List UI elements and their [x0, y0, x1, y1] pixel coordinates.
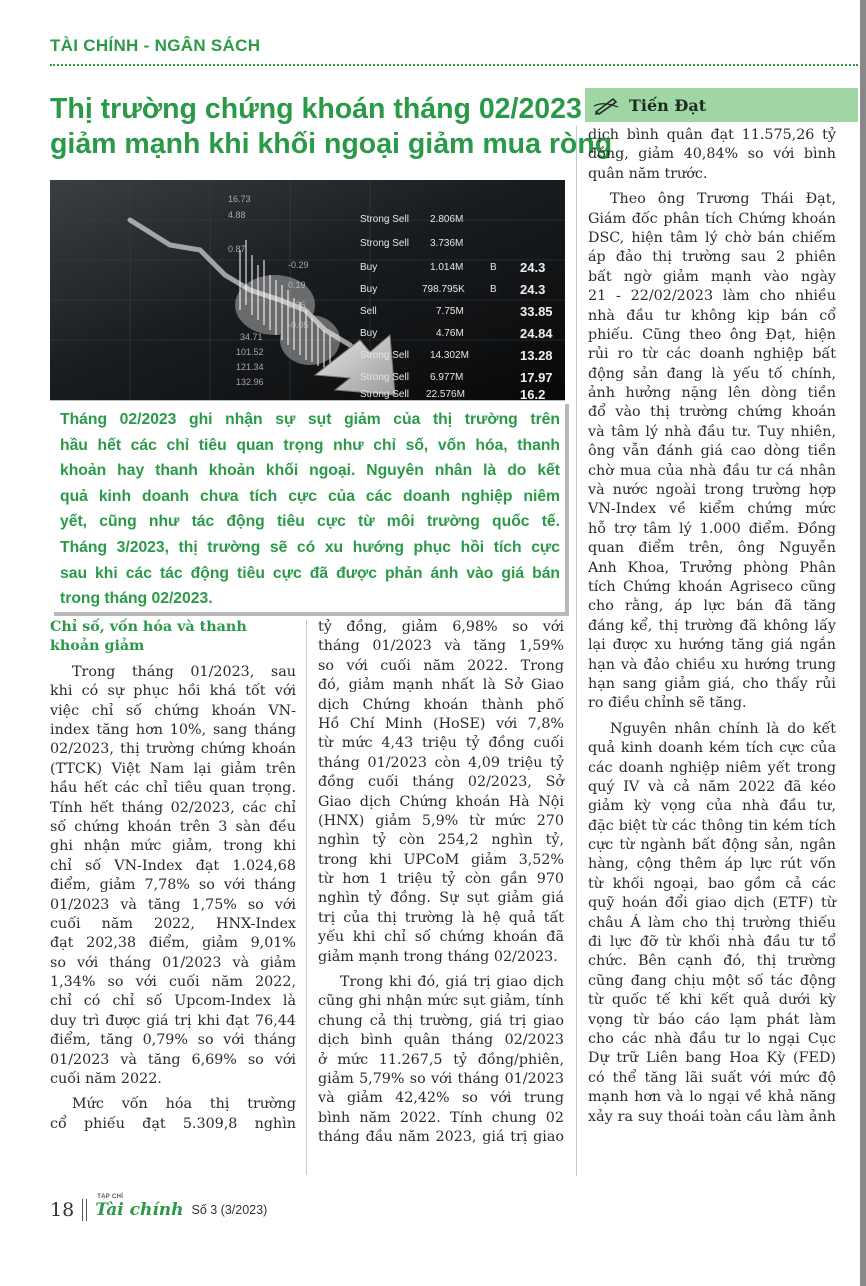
ticker-left: 0.36 [288, 300, 306, 310]
author-bar [585, 88, 858, 122]
summary-line: sau khi các tác động tiêu cực đã được phản ánh vào giá bán [60, 564, 560, 582]
text-line: 1,34% so với cuối năm 2022, [50, 974, 296, 991]
text-line: tỷ đồng, giảm 6,98% so với [318, 619, 564, 635]
text-line: và nước ngoài trong trường hợp [588, 482, 836, 499]
text-line: từ quốc tế khi kết quả dưới kỳ [588, 992, 836, 1009]
ticker-value: 6.977M [430, 372, 464, 383]
stock-chart-photo [50, 180, 565, 400]
text-line: 02/2023, thị trường chứng khoán [50, 741, 296, 758]
section-subheading [50, 618, 296, 657]
text-line: có thể tăng lãi suất với mức độ [588, 1069, 836, 1086]
text-line: yếu khi chỉ số chứng khoán đã [318, 929, 564, 946]
text-line: (HNX) giảm 5,9% từ mức 270 [318, 812, 564, 829]
text-line: quan điểm trên, ông Nguyễn [588, 540, 836, 557]
ticker-right: 24.3 [520, 260, 546, 275]
text-line: ghi nhận mức giảm, trong khi [50, 838, 296, 855]
ticker-label: Buy [360, 262, 378, 273]
text-line: áp đảo thị trường sau 2 phiên [588, 249, 836, 266]
text-line: đồng cuối tháng 02/2023, Sở [318, 774, 564, 791]
text-line: Trong khi đó, giá trị giao dịch [340, 974, 564, 991]
text-line: châu Á làm cho thị trường thiếu [588, 914, 836, 931]
subheading-line: Chỉ số, vốn hóa và thanh [50, 619, 247, 635]
paragraph [588, 720, 836, 1127]
text-line: Giao dịch Chứng khoán Hà Nội [318, 793, 564, 810]
text-line: đi lực đỡ từ khối nhà đầu tư tổ [588, 934, 836, 951]
ticker-right: 17.97 [520, 370, 553, 385]
paragraph [318, 973, 564, 1148]
magazine-logo [95, 1194, 184, 1220]
ticker-value: 3.736M [430, 238, 464, 249]
ticker-right: 16.2 [520, 387, 546, 400]
ticker-left: 0.87 [228, 244, 246, 254]
ticker-value: 2.806M [430, 214, 464, 225]
text-line: lại được xu hướng tăng giá ngắn [588, 637, 836, 654]
paragraph [50, 1095, 296, 1134]
text-line: tháng đầu năm 2023, giá trị giao [318, 1129, 564, 1146]
text-line: chỉ có chỉ số Upcom-Index là [50, 993, 296, 1010]
ticker-left: 132.96 [236, 377, 264, 387]
top-divider [50, 64, 858, 66]
text-line: cũng đang chịu một số tác động [588, 972, 836, 989]
text-line: đó, giảm mạnh nhất là Sở Giao [318, 677, 564, 694]
text-line: Mức vốn hóa thị trường [72, 1096, 296, 1113]
text-line: các doanh nghiệp niêm yết trong [588, 759, 836, 776]
ticker-left: -0.29 [288, 260, 309, 270]
text-line: điểm, tăng 0,79% so với tháng [50, 1032, 296, 1049]
text-line: trong khi UPCoM giảm 3,52% [318, 851, 564, 868]
text-line: dịch bình quân tháng 02/2023 [318, 1032, 564, 1049]
text-line: mạnh hơn và lo ngại về khả năng [588, 1089, 836, 1106]
text-line: khi có sự phục hồi khá tốt với [50, 683, 296, 700]
text-line: Giám đốc phân tích Chứng khoán [588, 210, 836, 227]
paragraph [50, 663, 296, 1090]
text-line: điểm, giảm 7,78% so với tháng [50, 877, 296, 894]
text-line: từ mức 4,43 triệu tỷ đồng cuối [318, 735, 564, 752]
text-line: tích Chứng khoán Agriseco cũng [588, 578, 836, 595]
summary-line: Tháng 3/2023, thị trường sẽ có xu hướng phục hồi tích cực [60, 538, 560, 556]
summary-line: yết, cũng như tác động tiêu cực từ môi trường quốc tế. [60, 513, 560, 531]
summary-box [50, 400, 565, 612]
text-line: cực từ ngành bất động sản, ngân [588, 837, 836, 854]
ticker-right: 13.28 [520, 348, 553, 363]
text-line: Theo ông Trương Thái Đạt, [610, 191, 836, 208]
summary-line: Tháng 02/2023 ghi nhận sự sụt giảm của thị trường trên [60, 411, 560, 428]
ticker-label: Strong Sell [360, 238, 409, 249]
text-line: dịch bình quân đạt 11.575,26 tỷ [588, 127, 836, 143]
section-label: TÀI CHÍNH - NGÂN SÁCH [50, 36, 261, 55]
text-line: Trong tháng 01/2023, sau [72, 663, 296, 680]
ticker-left: 34.71 [240, 332, 263, 342]
ticker-value: 4.76M [436, 328, 464, 339]
ticker-left: -0.05 [288, 320, 309, 330]
logo-small-text: TẠP CHÍ [97, 1194, 124, 1200]
text-line: đổ vào thị trường chứng khoán [588, 404, 836, 421]
text-line: từ khối ngoại, bao gồm cả các [588, 875, 836, 892]
ticker-value: 22.576M [426, 389, 465, 400]
text-line: giảm mạnh trong tháng 02/2023. [318, 948, 558, 965]
text-line: index tăng hơn 10%, sang tháng [50, 721, 296, 738]
text-line: Tính hết tháng 02/2023, các chỉ [50, 799, 296, 816]
text-line: so với cuối năm 2022. Trong [318, 657, 564, 674]
ticker-label: Buy [360, 328, 378, 339]
column-divider [306, 620, 307, 1175]
ticker-left: 0.19 [288, 280, 306, 290]
text-line: chỉ số VN-Index đạt 1.024,68 [50, 857, 296, 874]
text-line: cho các nhà đầu tư lo ngại Cục [588, 1030, 836, 1047]
text-line: dịch Chứng khoán thành phố [318, 696, 564, 713]
ticker-left: 121.34 [236, 362, 264, 372]
summary-line: quả kinh doanh chưa tích cực của các doanh nghiệp niêm [60, 487, 560, 505]
text-line: quả kinh doanh kém tích cực của [588, 740, 836, 757]
ticker-left: 101.52 [236, 347, 264, 357]
text-line: việc chỉ số chứng khoán VN- [50, 702, 296, 719]
text-line: giảm kỳ vọng của nhà đầu tư, [588, 798, 836, 815]
text-line: hàng, cộng thêm áp lực rút vốn [588, 856, 836, 873]
page-edge [860, 0, 866, 1286]
text-line: Anh Khoa, Trưởng phòng Phân [588, 559, 836, 576]
text-line: ảnh hưởng nặng lên dòng tiền [588, 385, 836, 402]
text-line: tháng 01/2023 còn 4,09 triệu tỷ [318, 754, 564, 771]
text-line: Hồ Chí Minh (HoSE) với 7,8% [318, 715, 564, 732]
page-footer [50, 1196, 267, 1224]
text-line: từ hơn 1 triệu tỷ còn gần 970 [318, 871, 564, 888]
text-line: nghìn tỷ đồng. Sự sụt giảm giá [318, 890, 564, 907]
text-line: so với tháng 01/2023 và giảm [50, 954, 296, 971]
ticker-right: 33.85 [520, 304, 553, 319]
text-line: ro điều chỉnh sẽ tăng. [588, 695, 747, 712]
ticker-label: Buy [360, 284, 378, 295]
paragraph [588, 190, 836, 714]
text-line: DSC, hiện tâm lý chờ bán chiếm [588, 229, 836, 246]
ticker-label: Sell [360, 306, 377, 317]
text-line: duy trì được giá trị khi đạt 76,44 [50, 1012, 296, 1029]
issue-number: Số 3 (3/2023) [191, 1203, 268, 1217]
text-line: đặc biệt từ các thông tin kém tích [588, 817, 836, 834]
footer-divider [86, 1199, 87, 1221]
text-line: cổ phiếu đạt 5.309,8 nghìn [50, 1115, 296, 1132]
text-line: nhà đầu tư không kịp bán cổ [588, 307, 836, 324]
text-line: giảm 5,79% so với tháng 01/2023 [318, 1070, 564, 1087]
headline [50, 92, 613, 162]
pen-icon [593, 95, 619, 115]
text-line: phiếu. Cũng theo ông Đạt, hiện [588, 326, 836, 343]
text-line: và giảm 42,42% so với trung [318, 1090, 564, 1107]
ticker-value: 7.75M [436, 306, 464, 317]
summary-line: khoản hay thanh khoản khối ngoại. Nguyên nhân là do kết [60, 462, 560, 480]
text-line: vọng từ báo cáo lạm phát làm [588, 1011, 836, 1028]
text-line: cuối năm 2022, HNX-Index [50, 915, 296, 932]
summary-line: trong tháng 02/2023. [60, 590, 213, 608]
ticker-label: Strong Sell [360, 350, 409, 361]
footer-divider [82, 1199, 83, 1221]
text-line: cũng ghi nhận mức sụt giảm, tính [318, 993, 564, 1010]
text-line: nghìn tỷ còn 254,2 nghìn tỷ, [318, 832, 564, 849]
ticker-value: 14.302M [430, 350, 469, 361]
text-line: ở mức 11.267,5 tỷ đồng/phiên, [318, 1051, 564, 1068]
text-line: hầu hết các chỉ tiêu quan trọng. [50, 780, 296, 797]
text-line: quỹ hoán đổi giao dịch (ETF) từ [588, 895, 836, 912]
headline-line: giảm mạnh khi khối ngoại giảm mua ròng [50, 128, 613, 160]
text-line: Dự trữ Liên bang Hoa Kỳ (FED) [588, 1050, 836, 1067]
subheading-line: khoản giảm [50, 638, 145, 655]
ticker-price: B [490, 262, 497, 273]
text-line: đáng kể, thị trường đã không lấy [588, 617, 836, 634]
text-line: chờ mua của nhà đầu tư cá nhân [588, 462, 836, 479]
ticker-label: Strong Sell [360, 372, 409, 383]
text-line: 21 - 22/02/2023 làm cho nhiều [588, 288, 836, 305]
text-line: 01/2023 và tăng 6,69% so với [50, 1051, 296, 1068]
text-line: cuối năm 2022. [50, 1071, 162, 1088]
text-line: chức. Bên cạnh đó, thị trường [588, 953, 836, 970]
text-line: 01/2023 và tăng 1,75% so với [50, 896, 296, 913]
logo-text: Tài chính [95, 1200, 184, 1220]
text-line: chung cả thị trường, giá trị giao [318, 1012, 564, 1029]
text-line: rủi ro từ các doanh nghiệp bất [588, 346, 836, 363]
paragraph [588, 126, 836, 184]
text-line: bình năm 2022. Tính chung 02 [318, 1109, 564, 1126]
article-column-3 [588, 126, 836, 1127]
text-line: ông vẫn đánh giá cao dòng tiền [588, 443, 836, 460]
page-number: 18 [50, 1199, 75, 1221]
article-column-2 [318, 618, 564, 1148]
text-line: quân năm trước. [588, 165, 708, 182]
hero-image [50, 180, 565, 400]
text-line: hỗ trợ tâm lý 1.000 điểm. Đồng [588, 520, 836, 537]
text-line: bất ngờ giảm mạnh vào ngày [588, 268, 836, 285]
author-name: Tiến Đạt [629, 95, 707, 115]
text-line: động sản đang là yếu tố chính, [588, 365, 836, 382]
headline-line: Thị trường chứng khoán tháng 02/2023 [50, 93, 582, 125]
column-divider [576, 126, 577, 1176]
text-line: (TTCK) Việt Nam lại giảm trên [50, 760, 296, 777]
ticker-value: 1.014M [430, 262, 464, 273]
ticker-left: 16.73 [228, 194, 251, 204]
text-line: và tâm lý nhà đầu tư. Tuy nhiên, [588, 423, 836, 440]
ticker-right: 24.3 [520, 282, 546, 297]
ticker-left: 4.88 [228, 210, 246, 220]
ticker-value: 798.795K [422, 284, 465, 295]
ticker-price: B [490, 284, 497, 295]
text-line: Nguyên nhân chính là do kết [610, 720, 836, 737]
text-line: hạn và đảo chiều xu hướng trung [588, 656, 836, 673]
ticker-right: 24.84 [520, 326, 553, 341]
text-line: hạn sang giảm giá, cho thấy rủi [588, 675, 836, 692]
text-line: số chứng khoán trên 3 sàn đều [50, 818, 296, 835]
text-line: quý IV và cả năm 2022 đã kéo [588, 778, 836, 795]
text-line: đạt 202,38 điểm, giảm 9,01% [50, 935, 296, 952]
ticker-label: Strong Sell [360, 214, 409, 225]
text-line: đồng, giảm 40,84% so với bình [588, 146, 836, 163]
ticker-label: Strong Sell [360, 389, 409, 400]
text-line: trị của thị trường là hệ quả tất [318, 909, 564, 926]
paragraph [318, 618, 564, 967]
text-line: cho rằng, áp lực bán đã tăng [588, 598, 836, 615]
text-line: tháng 01/2023 và tăng 1,59% [318, 638, 564, 655]
article-column-1 [50, 618, 296, 1134]
text-line: xảy ra suy thoái toàn cầu làm ảnh [588, 1108, 836, 1125]
summary-line: hầu hết các chỉ tiêu quan trọng như chỉ số, vốn hóa, thanh [60, 436, 560, 454]
text-line: VN-Index về kiểm chứng mức [588, 501, 836, 518]
summary-text [60, 407, 560, 612]
